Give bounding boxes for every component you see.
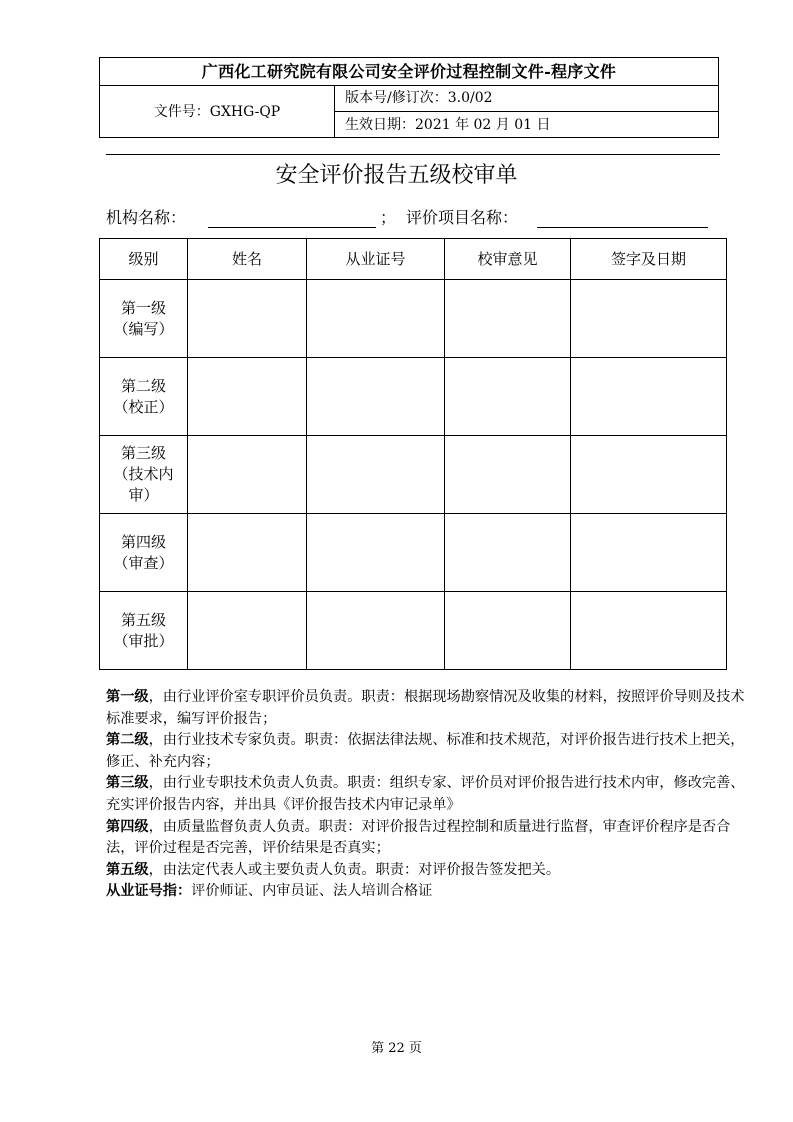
- column-header-name: 姓名: [188, 239, 307, 280]
- level-label: 第二级: [120, 376, 166, 395]
- level-label: 第四级: [120, 532, 166, 551]
- org-name-label: 机构名称：: [106, 208, 187, 227]
- effective-date: 生效日期：2021 年 02 月 01 日: [345, 117, 551, 133]
- signature-date-cell[interactable]: [571, 436, 727, 514]
- table-row: [100, 514, 727, 592]
- column-header-level: 级别: [100, 239, 188, 280]
- signature-date-cell[interactable]: [571, 358, 727, 436]
- license-no-cell[interactable]: [307, 280, 445, 358]
- review-opinion-cell[interactable]: [445, 514, 571, 592]
- signature-date-cell[interactable]: [571, 514, 727, 592]
- note-text: 评价师证、内审员证、法人培训合格证: [191, 883, 433, 900]
- level-descriptions: [106, 687, 746, 903]
- license-no-cell[interactable]: [307, 436, 445, 514]
- license-no-cell[interactable]: [307, 514, 445, 592]
- note-text: ，由行业技术专家负责。职责：依据法律法规、标准和技术规范，对评价报告进行技术上把关，修正、补充内容；: [106, 732, 745, 770]
- level-label: 第一级: [120, 298, 166, 317]
- column-header-review-opinion: 校审意见: [445, 239, 571, 280]
- name-cell[interactable]: [188, 514, 307, 592]
- note-text: ，由质量监督负责人负责。职责：对评价报告过程控制和质量进行监督，审查评价程序是否合法，评价过程是否完善，评价结果是否真实；: [106, 818, 731, 857]
- note-heading: 第三级: [106, 775, 149, 792]
- review-opinion-cell[interactable]: [445, 280, 571, 358]
- note-heading: 第一级: [106, 689, 149, 705]
- note-paragraph: [106, 773, 746, 816]
- level-cell: [100, 358, 188, 436]
- document-header-table: [99, 57, 719, 138]
- level-role: （审批）: [113, 631, 174, 650]
- level-label: 第五级: [120, 610, 166, 629]
- note-paragraph: [106, 860, 746, 882]
- review-opinion-cell[interactable]: [445, 436, 571, 514]
- name-cell[interactable]: [188, 358, 307, 436]
- table-header-row: [100, 239, 727, 280]
- note-paragraph: [106, 817, 746, 860]
- table-row: [100, 280, 727, 358]
- license-no-cell[interactable]: [307, 592, 445, 670]
- project-name-field[interactable]: [537, 227, 708, 228]
- note-heading: 第五级: [106, 861, 149, 878]
- review-table: [99, 238, 727, 670]
- header-title: 广西化工研究院有限公司安全评价过程控制文件-程序文件: [100, 58, 718, 86]
- name-cell[interactable]: [188, 592, 307, 670]
- project-name-label: 评价项目名称：: [406, 208, 519, 227]
- note-text: ，由法定代表人或主要负责人负责。职责：对评价报告签发把关。: [148, 861, 561, 878]
- level-role: （编写）: [113, 319, 174, 338]
- license-no-cell[interactable]: [307, 358, 445, 436]
- level-cell: [100, 280, 188, 358]
- table-row: [100, 592, 727, 670]
- column-header-signature-date: 签字及日期: [571, 239, 727, 280]
- level-cell: [100, 592, 188, 670]
- level-cell: [100, 436, 188, 514]
- header-divider: [106, 154, 720, 155]
- level-role: （审查）: [113, 553, 174, 572]
- org-name-field[interactable]: [208, 227, 376, 228]
- column-header-license-no: 从业证号: [307, 239, 445, 280]
- file-number: 文件号：GXHG-QP: [100, 86, 335, 138]
- note-paragraph: [106, 730, 746, 773]
- page-number: 第 22 页: [371, 1041, 422, 1056]
- level-role: （技术内: [113, 465, 174, 483]
- note-text: ，由行业评价室专职评价员负责。职责：根据现场勘察情况及收集的材料，按照评价导则及技术标准要求，编写评价报告；: [106, 689, 745, 727]
- page-title: 安全评价报告五级校审单: [275, 163, 518, 188]
- signature-date-cell[interactable]: [571, 280, 727, 358]
- signature-date-cell[interactable]: [571, 592, 727, 670]
- note-heading: 从业证号指：: [106, 883, 192, 900]
- note-paragraph: [106, 881, 746, 903]
- name-cell[interactable]: [188, 436, 307, 514]
- name-cell[interactable]: [188, 280, 307, 358]
- note-paragraph: [106, 687, 746, 730]
- review-opinion-cell[interactable]: [445, 592, 571, 670]
- version-number: 版本号/修订次：3.0/02: [335, 86, 719, 112]
- table-row: [100, 436, 727, 514]
- level-cell: [100, 514, 188, 592]
- note-heading: 第二级: [106, 732, 149, 749]
- table-row: [100, 358, 727, 436]
- level-label: 第三级: [120, 444, 166, 462]
- note-heading: 第四级: [106, 818, 149, 835]
- level-role-continued: 审）: [128, 486, 159, 504]
- field-separator: ；: [380, 208, 397, 227]
- note-text: ，由行业专职技术负责人负责。职责：组织专家、评价员对评价报告进行技术内审，修改完善、充实评价报告内容，并出具《评价报告技术内审记录单》: [106, 775, 745, 813]
- review-opinion-cell[interactable]: [445, 358, 571, 436]
- level-role: （校正）: [113, 397, 174, 416]
